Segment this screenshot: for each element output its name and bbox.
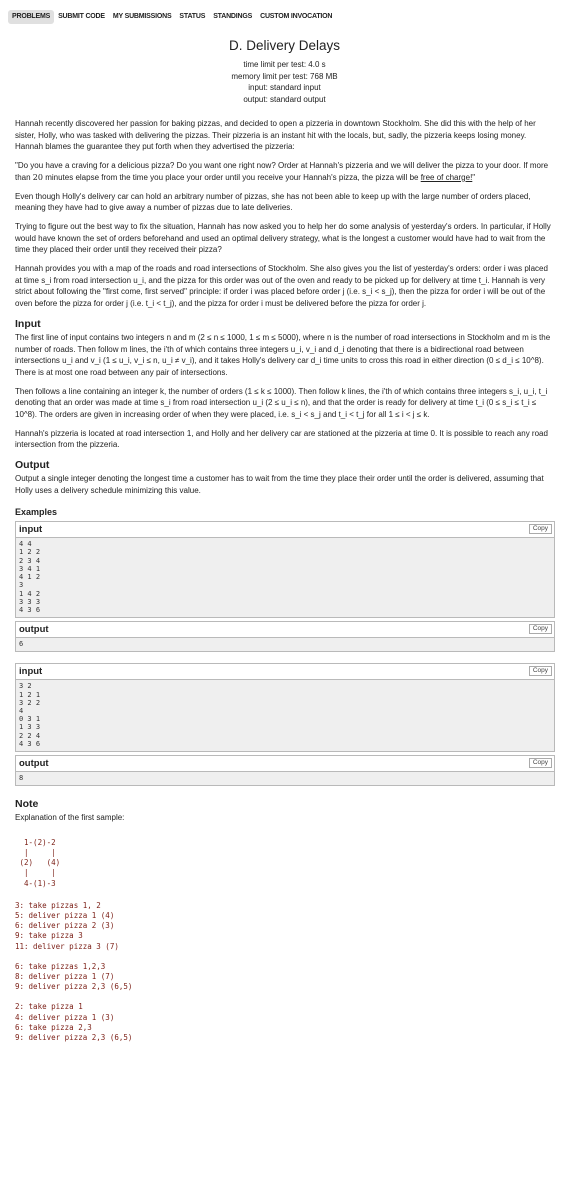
problem-limits — [0, 59, 569, 105]
copy-button[interactable]: Copy — [529, 758, 552, 768]
example-2-input-body: 3 2 1 2 1 3 2 2 4 0 3 1 1 3 3 2 2 4 4 3 6 — [16, 680, 554, 751]
example-1-input — [15, 521, 555, 618]
input-paragraph-3: Hannah's pizzeria is located at road intersection 1, and Holly and her delivery car are stationed at the pizzeria at time 0. It is possible to reach any road intersection from the pizzeria. — [15, 428, 548, 450]
copy-button[interactable]: Copy — [529, 624, 552, 634]
examples-heading: Examples — [15, 506, 58, 517]
example-1-input-body: 4 4 1 2 2 2 3 4 3 4 1 4 1 2 3 1 4 2 3 3 3 4 3 6 — [16, 538, 554, 617]
example-2-output — [15, 755, 555, 786]
input-paragraph-1: The first line of input contains two integers n and m (2 ≤ n ≤ 1000, 1 ≤ m ≤ 5000), where n is the number of road intersections in Stockholm and m is the number of roads. Then follow m lines, the i'th of which contains three integers u_i, v_i and d_i denoting that there is a bidirectional road between intersections u_i and v_i (1 ≤ u_i, v_i ≤ n, u_i ≠ v_i), and it takes Holly's delivery car d_i time units to cross this road in either direction (0 ≤ d_i ≤ 10^8). There is at most one road between any pair of intersections. — [15, 332, 551, 377]
legend-paragraph-1: Hannah recently discovered her passion for baking pizzas, and decided to open a pizzeria in downtown Stockholm. She did this with the help of her sister, Holly, who was tasked with delivering the pizzas. Their pizzeria is an instant hit with the locals, but, sadly, the pizzeria keeps losing money. Hannah blames the guarantee they put forth when they advertised the pizzeria: — [15, 119, 536, 152]
copy-button[interactable]: Copy — [529, 666, 552, 676]
example-1-output — [15, 621, 555, 652]
note-plan-3: 2: take pizza 1 4: deliver pizza 1 (3) 6: take pizza 2,3 9: deliver pizza 2,3 (6,5) — [15, 1002, 133, 1043]
top-nav — [8, 10, 336, 24]
input-paragraph-2: Then follows a line containing an integer k, the number of orders (1 ≤ k ≤ 1000). Then follow k lines, the i'th of which contains three integers s_i, u_i, t_i denoting that an order was made at time s_i from road intersection u_i (2 ≤ u_i ≤ n), and that the order is ready for delivery at time t_i (0 ≤ s_i ≤ t_i ≤ 10^8). The orders are given in increasing order of when they were placed, i.e. s_i < s_j and t_i < t_j for all 1 ≤ i < j ≤ k. — [15, 386, 548, 420]
copy-button[interactable]: Copy — [529, 524, 552, 534]
example-2-input — [15, 663, 555, 752]
memory-limit: memory limit per test: 768 MB — [231, 71, 338, 81]
legend-paragraph-3: Even though Holly's delivery car can hold an arbitrary number of pizzas, she has not been able to keep up with the large number of orders placed, meaning they have had to give away a number of pizzas due to late deliveries. — [15, 191, 531, 213]
example-input-label: input — [19, 666, 43, 678]
legend-paragraph-4: Trying to figure out the best way to fix the situation, Hannah has now asked you to help her do some analysis of yesterday's orders. In particular, if Holly would have known the set of orders beforehand and used an optimal delivery strategy, what is the longest a customer would have had to wait from the time they placed their order until they received their pizza? — [15, 221, 551, 255]
nav-problems[interactable]: PROBLEMS — [8, 10, 54, 24]
problem-header — [0, 38, 569, 105]
input-heading: Input — [15, 317, 41, 330]
nav-standings[interactable]: STANDINGS — [213, 13, 253, 20]
output-file: output: standard output — [243, 94, 326, 104]
problem-title: D. Delivery Delays — [228, 38, 341, 53]
note-text: Explanation of the first sample: — [15, 813, 125, 823]
note-heading: Note — [15, 798, 39, 811]
nav-my-submissions[interactable]: MY SUBMISSIONS — [112, 13, 172, 20]
example-output-label: output — [19, 624, 49, 636]
legend-paragraph-5: Hannah provides you with a map of the roads and road intersections of Stockholm. She also gives you the list of yesterday's orders: order i was placed at time s_i from road intersection u_i, and the pizza for this order was out of the oven and ready to be picked up for delivery at time t_i. Hannah is very strict about following the "first come, first served" principle: if order i was placed before order j (i.e. s_i < s_j), then the pizza for order i will be out of the oven before the pizza for order j (i.e. t_i < t_j), and the pizza for order i must be delivered before the pizza for order j. — [15, 264, 548, 309]
output-paragraph-1: Output a single integer denoting the longest time a customer has to wait from the time they place their order until the order is delivered, assuming that Holly uses a delivery schedule minimizing this value. — [15, 474, 544, 495]
example-output-label: output — [19, 757, 49, 769]
legend-quote: "Do you have a craving for a delicious pizza? Do you want one right now? Order at Hannah's pizzeria and we will deliver the pizza to your door. If more than 20 minutes elapse from the time you place your order until you receive your Hannah's pizza, the pizza will be free of charge!" — [15, 161, 549, 182]
nav-custom-invocation[interactable]: CUSTOM INVOCATION — [260, 13, 333, 20]
input-file: input: standard input — [248, 83, 321, 92]
example-1-output-body: 6 — [16, 638, 554, 651]
note-plan-2: 6: take pizzas 1,2,3 8: deliver pizza 1 (7) 9: deliver pizza 2,3 (6,5) — [15, 961, 133, 992]
note-diagram: 1-(2)-2 | | (2) (4) | | 4-(1)-3 — [19, 837, 61, 888]
example-input-label: input — [19, 524, 43, 536]
nav-status[interactable]: STATUS — [179, 13, 206, 20]
problem-statement — [15, 118, 555, 1043]
example-2-output-body: 8 — [16, 772, 554, 785]
output-heading: Output — [15, 459, 50, 472]
time-limit: time limit per test: 4.0 s — [243, 60, 326, 69]
note-plan-1: 3: take pizzas 1, 2 5: deliver pizza 1 (4) 6: deliver pizza 2 (3) 9: take pizza 3 11: deliver pizza 3 (7) — [15, 900, 119, 951]
nav-submit-code[interactable]: SUBMIT CODE — [58, 13, 105, 20]
